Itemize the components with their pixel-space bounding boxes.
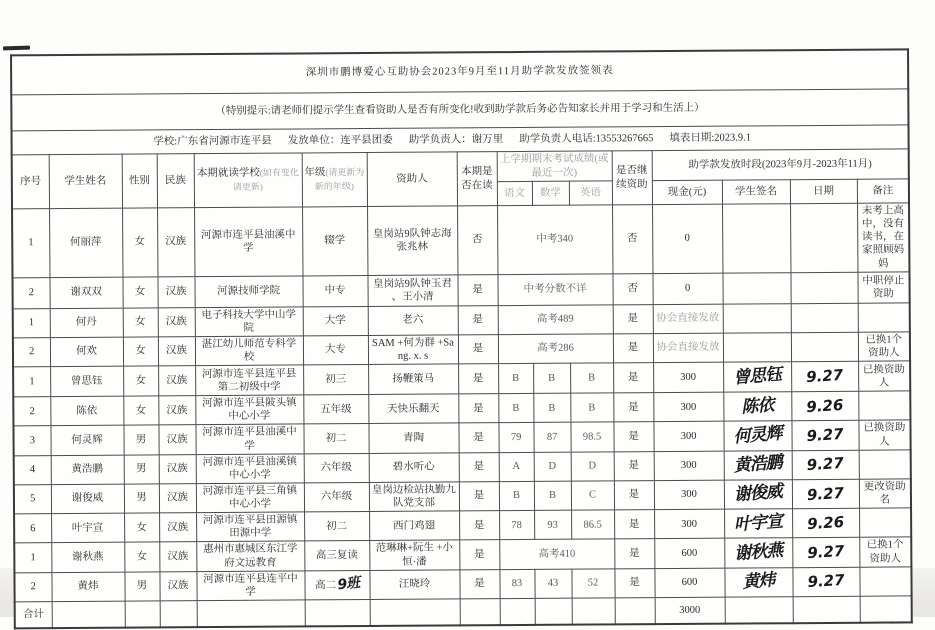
cell-remark	[858, 303, 910, 333]
cell-blank-name	[52, 601, 125, 628]
info-unit: 发放单位：连平县团委	[287, 134, 393, 147]
col-header-school-hint: (如有变化请更新)	[232, 167, 299, 192]
cell-score: B	[533, 393, 570, 422]
cell-score: B	[534, 481, 571, 510]
cell-student-name: 陈依	[50, 396, 123, 426]
cell-remark	[859, 567, 911, 597]
info-person: 助学负责人：谢万里	[408, 134, 504, 146]
col-header-ethnic: 民族	[157, 154, 194, 208]
handwritten-date: 9.27	[806, 483, 845, 504]
cell-grade	[303, 335, 368, 365]
handwritten-signature: 陈依	[740, 394, 775, 418]
cell-student-name: 谢双双	[49, 277, 122, 308]
cell-sponsor: 西门鸡翅	[369, 511, 459, 541]
total-label: 合计	[15, 601, 52, 628]
grade-text: 六年级	[320, 491, 353, 503]
grade-text: 大学	[324, 315, 346, 327]
cell-blank-date	[793, 596, 860, 623]
col-header-english: 英语	[569, 181, 612, 205]
cell-no: 3	[13, 426, 50, 455]
cell-score: 78	[499, 511, 534, 540]
cell-ethnic: 汉族	[157, 208, 194, 277]
cell-school: 惠州市惠城区东江学府文远教育	[196, 541, 304, 571]
col-header-sponsor: 资助人	[367, 152, 457, 207]
cell-date	[792, 538, 859, 568]
cell-continue: 是	[613, 333, 653, 363]
cell-continue: 是	[613, 304, 653, 334]
cell-no: 1	[14, 543, 51, 572]
cell-cash: 600	[654, 539, 724, 569]
table-row	[12, 203, 910, 278]
cell-score-span: 高考286	[498, 334, 613, 364]
grade-text: 五年级	[320, 403, 352, 416]
cell-remark: 更改资助名	[859, 479, 911, 509]
handwritten-signature: 谢秋燕	[733, 540, 783, 565]
cell-remark	[859, 508, 911, 538]
aid-signoff-table	[10, 48, 913, 629]
cell-enrolled: 是	[457, 274, 497, 305]
cell-no: 5	[14, 484, 51, 513]
cell-continue: 是	[614, 480, 654, 510]
cell-gender: 女	[123, 396, 158, 425]
cell-date	[791, 303, 858, 333]
cell-signature	[723, 333, 791, 363]
cell-blank-school	[197, 600, 305, 628]
cell-sponsor: 皇岗站9队钟玉君 、王小清	[367, 275, 457, 307]
handwritten-date: 9.27	[806, 425, 845, 446]
cell-ethnic: 汉族	[159, 571, 196, 600]
cell-score-span: 中考340	[497, 205, 612, 274]
cell-school: 河源市连平县油溪中学	[195, 424, 303, 454]
col-header-enrolled: 本期是否在读	[457, 152, 497, 206]
cell-date	[792, 450, 859, 480]
total-row	[15, 596, 912, 629]
cell-date	[792, 508, 859, 538]
cell-grade	[304, 482, 369, 512]
cell-grade	[302, 275, 367, 306]
cell-signature	[724, 567, 792, 597]
col-header-chinese: 语文	[497, 181, 532, 205]
cell-enrolled: 是	[458, 394, 498, 424]
cell-gender: 男	[123, 425, 158, 454]
grade-text: 六年级	[320, 462, 353, 474]
total-cash: 3000	[655, 597, 725, 624]
cell-no: 1	[13, 367, 50, 397]
cell-school: 河源市连平县连平中学	[196, 571, 304, 601]
cell-no: 2	[14, 572, 51, 601]
cell-enrolled: 是	[459, 452, 499, 482]
handwritten-grade-note: 9班	[336, 574, 360, 594]
grade-text: 中专	[324, 285, 346, 297]
cell-blank-enrolled	[460, 599, 500, 626]
cell-blank-sponsor	[370, 599, 460, 627]
cell-school: 河源市连平县连平县第二初级中学	[195, 365, 303, 396]
cell-cash: 协会直接发放	[653, 304, 723, 334]
cell-score: B	[498, 394, 533, 423]
cell-score: D	[534, 452, 571, 481]
cell-date	[792, 567, 859, 597]
cell-ethnic: 汉族	[158, 366, 195, 396]
cell-enrolled: 是	[458, 364, 498, 394]
cell-score: 83	[499, 569, 534, 598]
cell-no: 2	[13, 337, 50, 366]
cell-continue: 是	[614, 568, 654, 598]
cell-blank-english	[572, 598, 615, 625]
cell-gender: 女	[124, 542, 159, 571]
cell-cash: 300	[654, 509, 724, 539]
cell-continue: 是	[613, 393, 653, 423]
handwritten-signature: 黄浩鹏	[733, 452, 783, 477]
handwritten-date: 9.27	[806, 454, 845, 475]
cell-enrolled: 是	[459, 482, 499, 512]
cell-remark: 中职停止资助	[857, 272, 909, 303]
col-header-period-group: 助学款发放时段(2023年9月-2023年11月)	[652, 149, 909, 181]
cell-blank-math	[535, 598, 572, 625]
cell-date	[792, 479, 859, 509]
col-header-continue: 是否继续资助	[612, 151, 652, 205]
cell-no: 1	[13, 308, 50, 337]
handwritten-date: 9.26	[806, 512, 845, 533]
cell-remark: 已换1个资助人	[858, 332, 910, 362]
cell-school: 河源技师学院	[194, 276, 302, 308]
cell-score: B	[570, 393, 613, 423]
cell-school: 河源市连平县田源镇田源中学	[196, 512, 304, 542]
col-header-remark: 备注	[857, 179, 909, 203]
cell-sponsor: 范琳琳+阮生 +小恒·潘	[369, 540, 459, 570]
cell-gender: 女	[123, 366, 158, 396]
cell-ethnic: 汉族	[159, 484, 196, 513]
cell-remark	[859, 450, 911, 480]
handwritten-signature: 谢俊威	[733, 482, 783, 506]
cell-remark: 未考上高中，没有读书，在家照顾妈妈	[857, 203, 910, 272]
handwritten-date: 9.26	[805, 395, 844, 416]
cell-date	[791, 361, 858, 391]
cell-signature	[722, 272, 790, 303]
cell-date	[790, 203, 857, 272]
cell-student-name: 谢秋燕	[51, 543, 124, 573]
cell-gender: 女	[123, 308, 158, 337]
cell-student-name: 何丹	[50, 308, 123, 338]
cell-grade	[303, 306, 368, 336]
cell-gender: 女	[122, 277, 157, 308]
col-header-scores-group: 上学期期末考试成绩(或最近一次)	[497, 151, 612, 182]
cell-remark: 已换资助人	[858, 361, 910, 391]
col-header-no: 序号	[12, 155, 49, 209]
cell-sponsor: 青陶	[368, 423, 458, 453]
cell-blank-grade	[305, 599, 370, 626]
cell-ethnic: 汉族	[158, 425, 195, 454]
cell-score: B	[498, 364, 533, 394]
cell-cash: 0	[652, 204, 722, 273]
special-notice: （特别提示:请老师们提示学生查看资助人是否有所变化!收到助学款后务必告知家长并用于学习和生活上）	[11, 89, 908, 131]
cell-score-span: 高考489	[498, 305, 613, 335]
grade-text: 高三复读	[315, 550, 358, 562]
cell-ethnic: 汉族	[158, 396, 195, 425]
cell-signature	[723, 421, 791, 451]
cell-no: 2	[13, 397, 50, 426]
cell-sponsor: 汪晓玲	[369, 570, 459, 600]
cell-cash: 0	[652, 273, 722, 304]
cell-school: 电子科技大学中山学院	[195, 307, 303, 337]
handwritten-date: 9.27	[805, 366, 844, 387]
cell-school: 河源市连平县陂头镇中心小学	[195, 395, 303, 425]
cell-ethnic: 汉族	[158, 307, 195, 336]
notice-row	[11, 89, 908, 131]
cell-ethnic: 汉族	[159, 542, 196, 571]
cell-signature	[723, 392, 791, 422]
cell-signature	[723, 303, 791, 333]
cell-gender: 女	[122, 208, 157, 277]
cell-blank-ethnic	[160, 601, 197, 628]
table-body	[12, 203, 912, 629]
handwritten-signature: 黄炜	[741, 570, 776, 593]
cell-student-name: 黄浩鹏	[51, 455, 124, 485]
cell-score: C	[571, 481, 614, 511]
cell-score: 98.5	[570, 422, 613, 452]
title-row	[11, 49, 908, 94]
cell-sponsor: 碧水听心	[369, 453, 459, 483]
cell-continue: 是	[614, 451, 654, 481]
cell-no: 2	[12, 277, 49, 308]
cell-sponsor: SAM +何为群 +Sang. x. s	[368, 335, 458, 365]
col-header-grade: 年级(请更新为新的年级)	[302, 153, 367, 207]
col-header-name: 学生姓名	[49, 154, 122, 208]
cell-ethnic: 汉族	[159, 454, 196, 483]
cell-no: 4	[14, 455, 51, 484]
cell-grade	[302, 207, 367, 276]
cell-date	[791, 391, 858, 421]
cell-sponsor: 皇岗站9队钟志海 张兆林	[367, 206, 457, 275]
cell-cash: 协会直接发放	[653, 333, 723, 363]
cell-ethnic: 汉族	[158, 337, 195, 366]
cell-school: 河源市连平县油溪中学	[194, 207, 302, 276]
cell-score: 43	[534, 569, 571, 598]
cell-school: 河源市连平县油溪镇中心小学	[196, 454, 304, 484]
cell-enrolled: 是	[458, 305, 498, 335]
cell-grade	[304, 512, 369, 542]
cell-grade	[303, 424, 368, 454]
scan-corner-mark	[3, 46, 30, 51]
cell-student-name: 叶宇宣	[51, 513, 124, 543]
cell-score: A	[499, 452, 534, 481]
cell-enrolled: 是	[459, 569, 499, 599]
cell-sponsor: 皇岗边检站执勤九队党支部	[369, 482, 459, 512]
cell-gender: 男	[124, 484, 159, 513]
cell-grade	[303, 395, 368, 425]
cell-score-span: 高考410	[499, 539, 614, 569]
cell-gender: 女	[124, 513, 159, 542]
cell-score: B	[533, 363, 570, 393]
handwritten-signature: 何灵辉	[732, 423, 783, 448]
cell-sponsor: 扬鞭策马	[368, 364, 458, 395]
cell-school: 湛江幼儿师范专科学校	[195, 336, 303, 366]
cell-signature	[724, 450, 792, 480]
cell-sponsor: 老六	[368, 306, 458, 336]
cell-student-name: 曾思钰	[50, 366, 123, 396]
cell-blank-chinese	[500, 598, 535, 625]
col-header-gender: 性别	[122, 154, 157, 208]
cell-enrolled: 是	[458, 423, 498, 453]
col-header-cash: 现金(元)	[652, 180, 722, 204]
cell-remark: 已换资助人	[858, 420, 910, 450]
cell-cash: 300	[653, 362, 723, 392]
cell-continue: 否	[612, 273, 652, 304]
cell-ethnic: 汉族	[159, 513, 196, 542]
col-header-signature: 学生签名	[722, 180, 790, 204]
cell-enrolled: 否	[457, 206, 497, 275]
cell-student-name: 黄炜	[51, 572, 124, 602]
cell-school: 河源市连平县三角镇中心小学	[196, 483, 304, 513]
cell-date	[791, 421, 858, 451]
cell-no: 1	[12, 209, 49, 278]
cell-cash: 300	[653, 422, 723, 452]
cell-signature	[722, 204, 790, 273]
cell-cash: 300	[653, 392, 723, 422]
cell-continue: 否	[612, 205, 652, 274]
cell-gender: 男	[124, 572, 159, 601]
cell-no: 6	[14, 514, 51, 543]
cell-continue: 是	[613, 422, 653, 452]
cell-blank-signature	[725, 597, 793, 624]
cell-continue: 是	[614, 510, 654, 540]
cell-cash: 300	[654, 451, 724, 481]
scanned-sheet	[10, 48, 911, 629]
handwritten-date: 9.27	[806, 571, 845, 592]
cell-signature	[724, 480, 792, 510]
cell-continue: 是	[613, 363, 653, 393]
cell-continue: 是	[614, 539, 654, 569]
cell-grade	[303, 365, 368, 395]
cell-signature	[723, 362, 791, 392]
cell-score: D	[571, 452, 614, 482]
cell-cash: 300	[654, 480, 724, 510]
cell-score: 93	[534, 510, 571, 539]
grade-text: 初二	[326, 520, 348, 532]
page-title: 深圳市鹏博爱心互助协会2023年9月至11月助学款发放签领表	[11, 49, 908, 94]
grade-text: 初二	[325, 433, 347, 445]
col-header-date: 日期	[790, 179, 857, 203]
cell-score: B	[570, 363, 613, 393]
cell-enrolled: 是	[459, 511, 499, 541]
cell-blank-gender	[125, 601, 160, 628]
info-fill-date: 填表日期:2023.9.1	[669, 132, 752, 144]
cell-date	[790, 272, 857, 303]
cell-enrolled: 是	[459, 540, 499, 570]
col-header-math: 数学	[532, 181, 569, 205]
cell-score: 87	[533, 423, 570, 452]
cell-student-name: 何灵辉	[50, 426, 123, 456]
cell-student-name: 何欢	[50, 337, 123, 367]
info-phone: 助学负责人电话:13553267665	[519, 133, 654, 145]
cell-date	[791, 332, 858, 362]
grade-text: 高二	[315, 580, 337, 592]
cell-score-span: 中考分数不详	[497, 274, 612, 306]
cell-gender: 男	[124, 455, 159, 484]
cell-gender: 女	[123, 337, 158, 366]
grade-text: 大专	[324, 344, 347, 356]
cell-blank-continue	[615, 597, 655, 624]
cell-grade	[304, 453, 369, 483]
cell-grade	[304, 570, 369, 600]
cell-signature	[724, 509, 792, 539]
cell-remark: 已换1个资助人	[859, 537, 911, 567]
cell-sponsor: 天快乐翻天	[368, 394, 458, 424]
grade-text: 辍学	[324, 235, 346, 247]
col-header-grade-hint: (请更新为新的年级)	[314, 167, 365, 191]
cell-student-name: 谢俊威	[51, 484, 124, 514]
cell-score: B	[499, 481, 534, 510]
info-school: 学校:广东省河源市连平县	[153, 135, 272, 148]
cell-score: 52	[571, 569, 614, 599]
handwritten-date: 9.27	[806, 542, 845, 563]
cell-signature	[724, 538, 792, 568]
cell-enrolled: 是	[458, 335, 498, 365]
cell-student-name: 何丽萍	[49, 208, 122, 277]
handwritten-signature: 叶宇宣	[733, 511, 783, 535]
handwritten-signature: 曾思钰	[732, 364, 782, 389]
grade-text: 初三	[325, 374, 347, 386]
col-header-school: 本期就读学校(如有变化请更新)	[194, 153, 302, 208]
cell-score: 79	[498, 423, 533, 452]
cell-cash: 600	[654, 568, 724, 598]
cell-score: 86.5	[571, 510, 614, 540]
cell-ethnic: 汉族	[157, 276, 194, 307]
cell-remark	[858, 391, 910, 421]
cell-blank-remark	[860, 596, 912, 623]
cell-grade	[304, 541, 369, 571]
